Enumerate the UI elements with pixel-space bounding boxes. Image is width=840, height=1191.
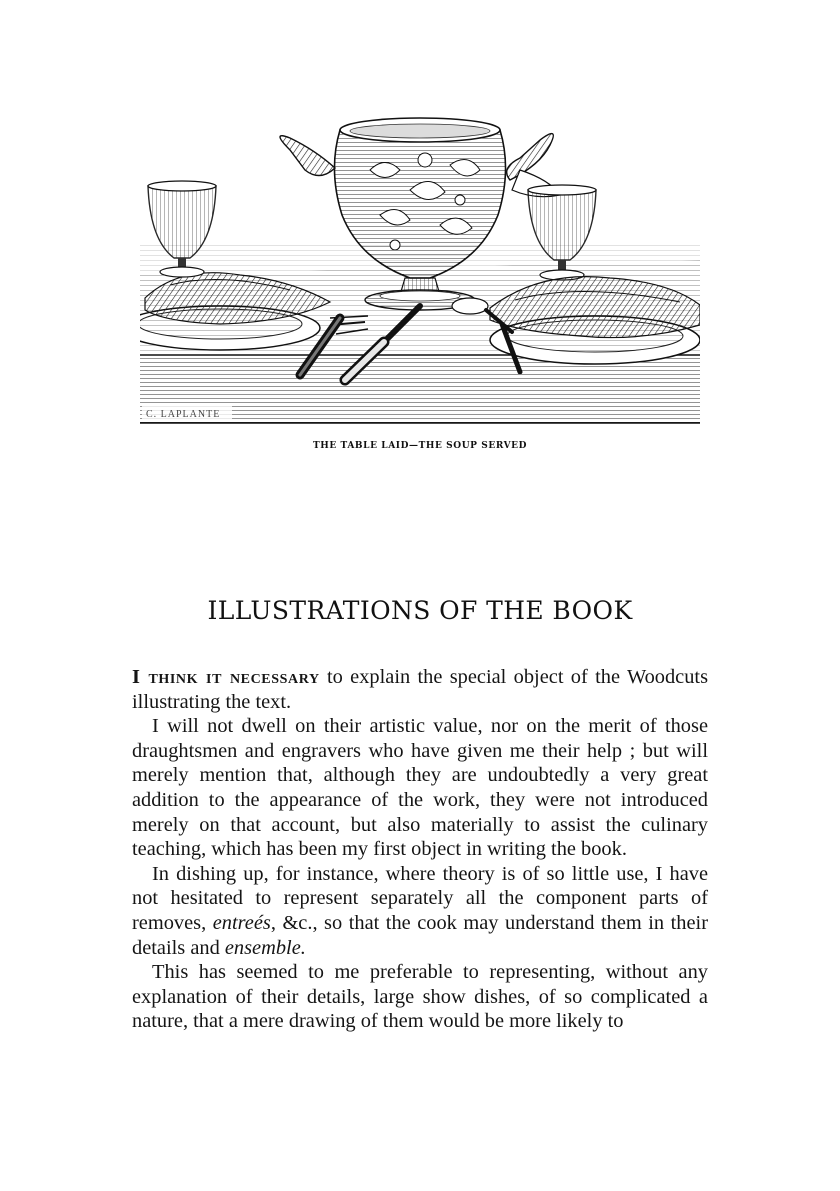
italic-entrees: entreés: [212, 911, 271, 934]
small-caps-lead: I think it necessary: [132, 666, 320, 688]
table-laid-engraving: [140, 110, 700, 428]
italic-ensemble: ensemble.: [224, 936, 306, 959]
chapter-heading: ILLUSTRATIONS OF THE BOOK: [207, 596, 633, 625]
paragraph-1: [132, 665, 708, 714]
body-text: [132, 665, 708, 1034]
paragraph-3-text-b: , &c., so that the cook may understand them in their details and: [132, 911, 708, 959]
right-plate: [490, 277, 700, 364]
paragraph-4: This has seemed to me preferable to representing, without any explanation of their details, large show dishes, of so complicated a nature, that a mere drawing of them would be more likely to: [132, 961, 708, 1033]
paragraph-1-text: to explain the special object of the Woodcuts illustrating the text.: [132, 666, 709, 713]
svg-text:C. LAPLANTE: C. LAPLANTE: [146, 409, 221, 420]
paragraph-2: I will not dwell on their artistic value, nor on the merit of those draughtsmen and engravers who have given me their help ; but will merely mention that, although they are undoubtedly a very great addition to the appearance of the work, they were not introduced merely on that account, but also materially to assist the culinary teaching, which has been my first object in writing the book.: [132, 715, 708, 861]
paragraph-3-text-a: In dishing up, for instance, where theory is of so little use, I have not hesitated to represent separately all the component parts of removes,: [132, 862, 708, 934]
engraving-illustration: [140, 110, 700, 428]
paragraph-3: [132, 862, 708, 960]
engraver-signature: [142, 403, 232, 421]
figure-caption: THE TABLE LAID—THE SOUP SERVED: [312, 441, 528, 451]
